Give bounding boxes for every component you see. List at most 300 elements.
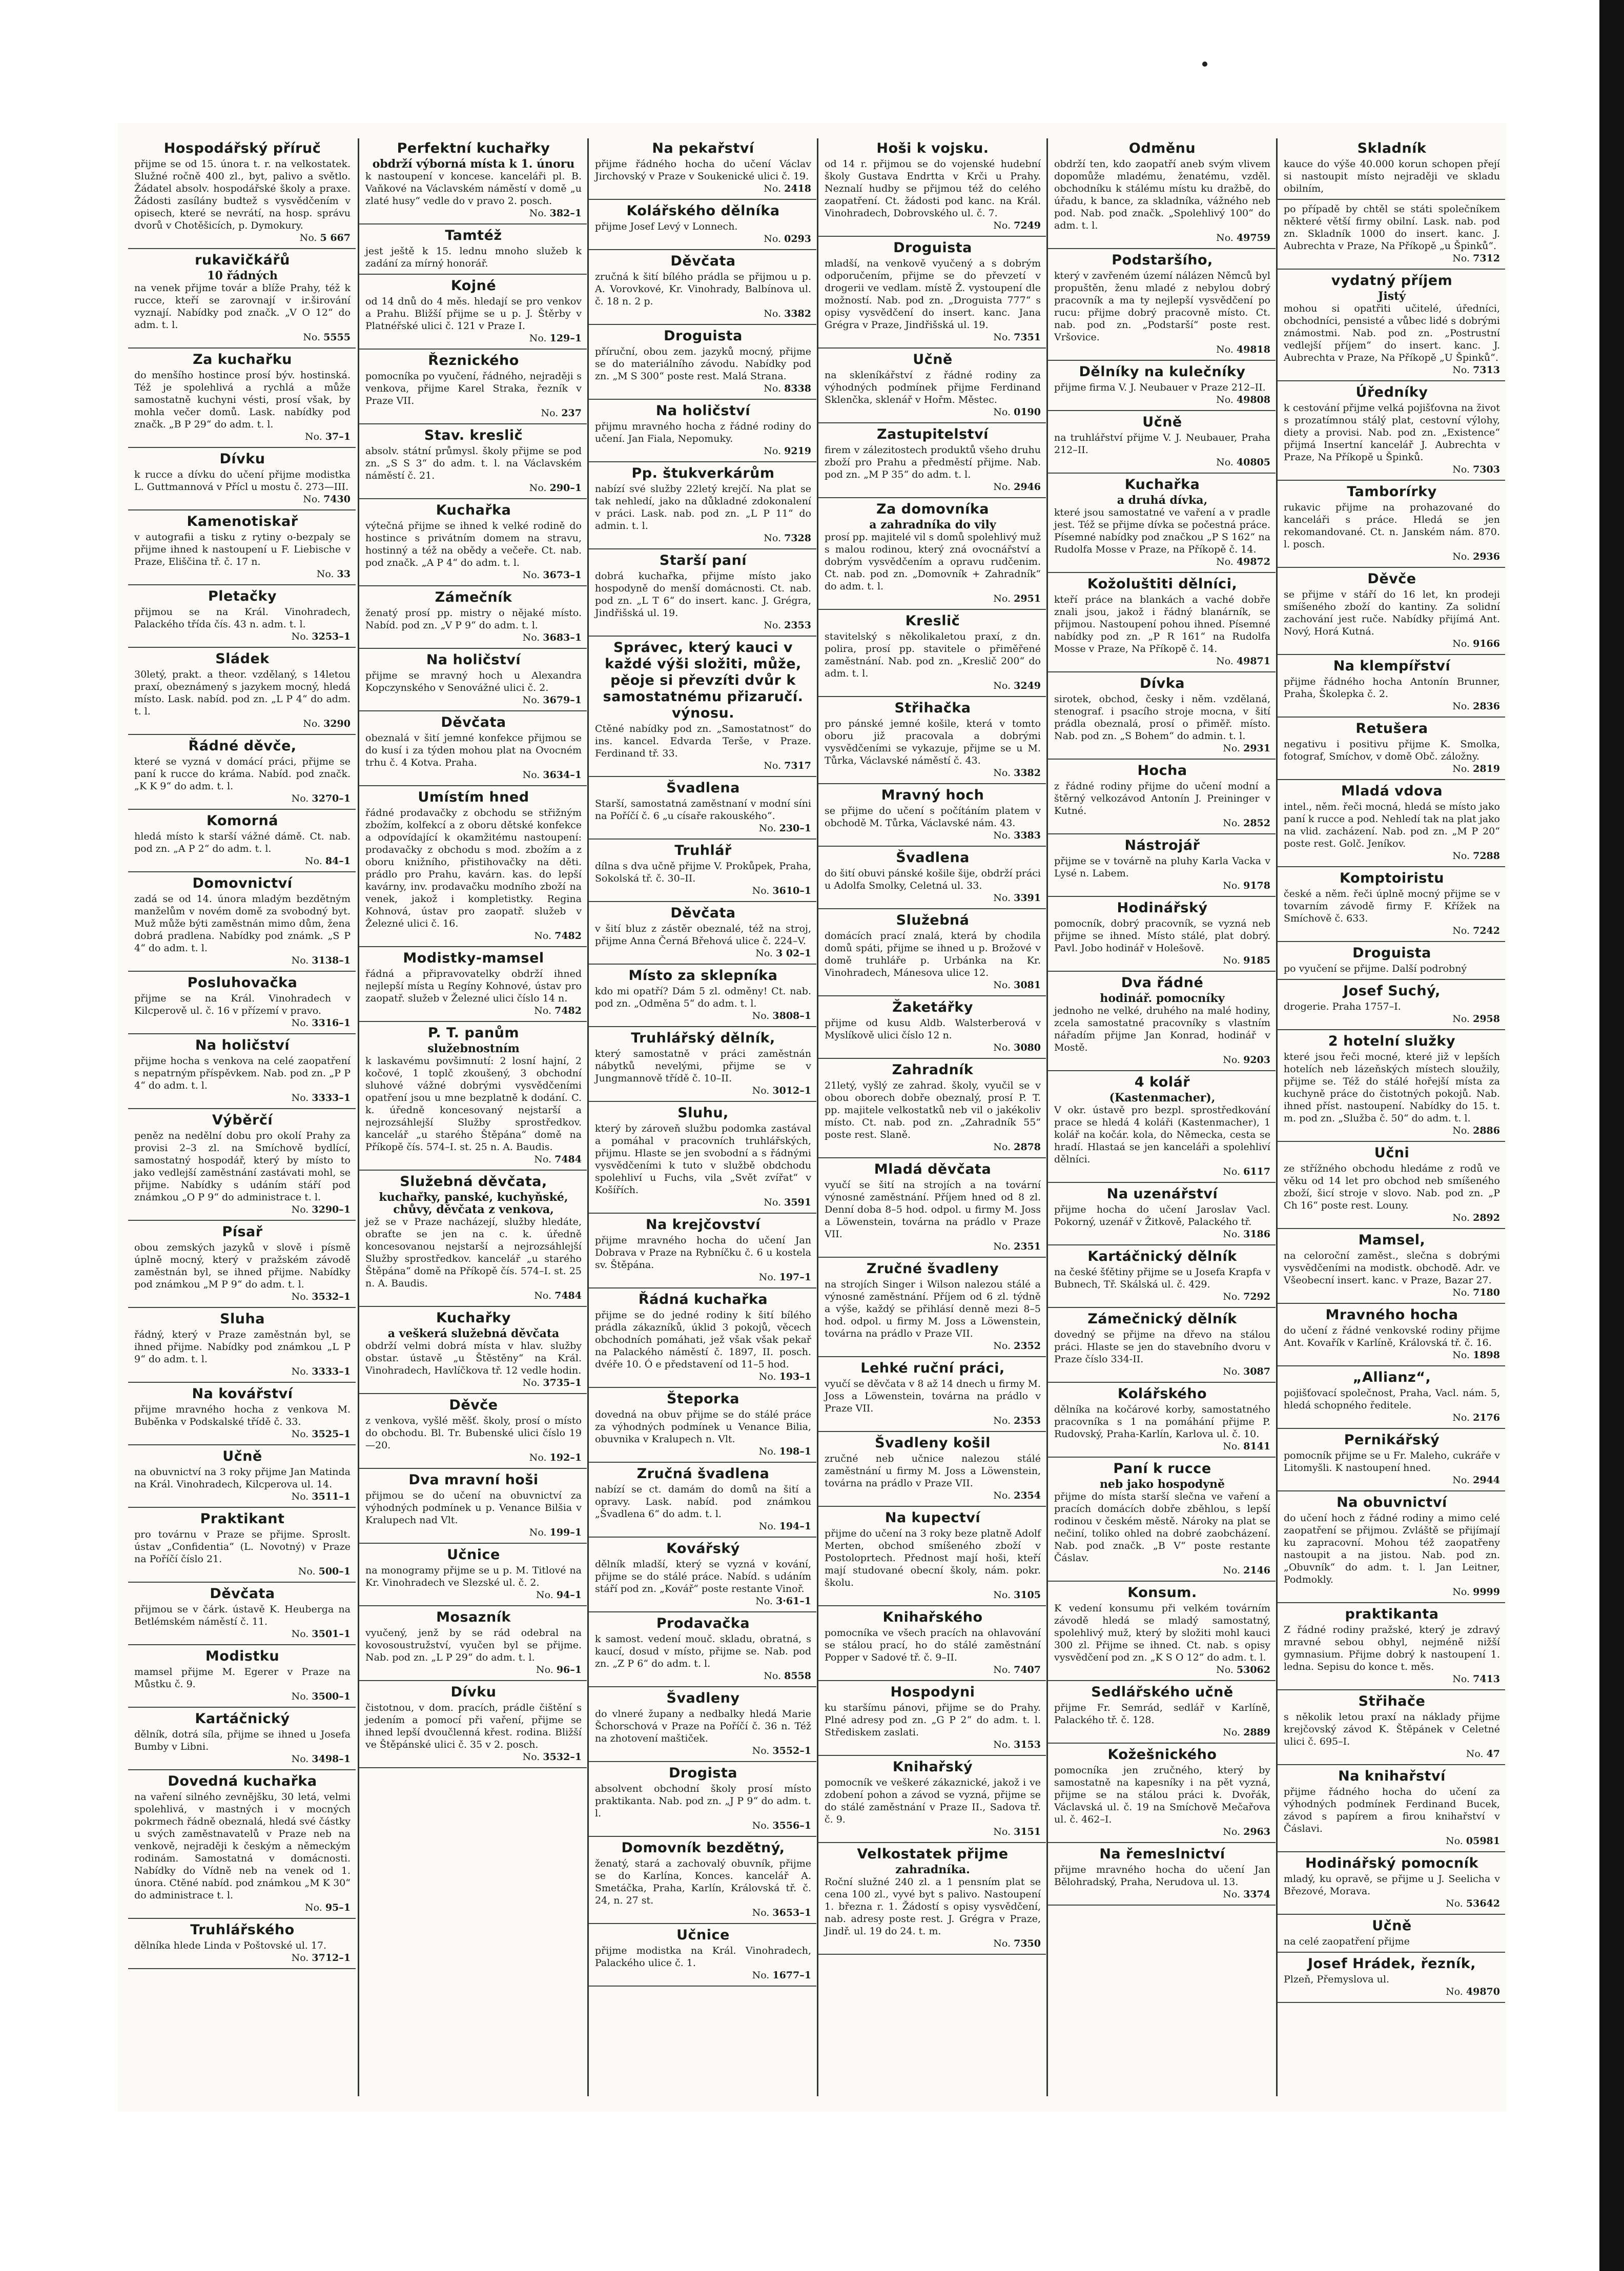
ad-subtitle: zahradníka.	[895, 1863, 970, 1876]
classified-ad	[1278, 1432, 1505, 1491]
classified-ad	[818, 999, 1046, 1059]
classified-ad	[818, 1161, 1046, 1258]
ad-title: Učně	[1372, 1918, 1412, 1934]
classified-ad	[1048, 676, 1276, 760]
ad-title: Hospodářský příruč	[163, 140, 321, 156]
classified-ad	[589, 203, 816, 250]
ad-title: Kožoluštiti dělníci,	[1087, 576, 1238, 592]
ad-text: do učení z řádné venkovské rodiny přijme Ant. Kovařík v Karlíně, Královská tř. č. 16.	[1284, 1325, 1500, 1348]
classified-ad	[1278, 1606, 1505, 1690]
ad-text: dělníka hlede Linda v Poštovské ul. 17.	[134, 1940, 327, 1951]
classified-ad	[1278, 1232, 1505, 1304]
ad-code: No. 37–1	[134, 431, 351, 443]
ad-title: Učni	[1374, 1145, 1410, 1161]
ad-title: Mravného hocha	[1325, 1307, 1458, 1323]
ad-title: praktikanta	[1345, 1606, 1439, 1622]
classified-ad	[818, 426, 1046, 498]
ad-text: ku staršímu pánovi, přijme se do Prahy. Plné adresy pod zn. „G P 2“ do adm. t. l. Střediskem zaslati.	[825, 1702, 1041, 1738]
ad-text: kdo mi opatří? Dám 5 zl. odměny! Ct. nab. pod zn. „Odměna 5“ do adm. t. l.	[595, 986, 811, 1009]
ad-code: No. 3316–1	[134, 1017, 351, 1029]
classified-ad	[1278, 1855, 1505, 1915]
classified-ad	[359, 278, 587, 350]
ad-title: Děvčata	[670, 905, 736, 921]
ad-text: firem v zálezitostech produktů všeho druhu zboží pro Prahu a předměstí přijme. Nab. pod zn. „M P 35“ do adm. t. l.	[825, 444, 1041, 480]
ad-text: zadá se od 14. února mladým bezdětným manželům v novém domě za svobodný byt. Muž může býti zaměstnán mimo dům, žena dobrá pradlena. Nabídky pod známk. „S P 4“ do adm. t. l.	[134, 893, 351, 954]
ad-text: na monogramy přijme se u p. M. Titlové na Kr. Vinohradech ve Slezské ul. č. 2.	[365, 1565, 582, 1588]
classified-ad	[818, 1510, 1046, 1606]
ad-text: po vyučení se přijme. Další podrobný	[1284, 963, 1467, 974]
classified-ad	[1048, 1074, 1276, 1183]
ad-text: na strojích Singer i Wilson nalezou stálé a výnosné zaměstnání. Příjem od 6 zl. týdně a výše, každý se přihlásí denně mezi 8–5 hod. odpol. u firmy M. Joss a Löwenstein, továrna na prádlo v Praze VII.	[825, 1279, 1041, 1339]
ad-code: No. 2936	[1284, 550, 1500, 563]
ad-title: Zámečník	[435, 589, 512, 605]
classified-ad	[589, 1541, 816, 1612]
ad-title: Kartáčnický dělník	[1087, 1249, 1237, 1264]
ad-code: No. 5 667	[134, 232, 351, 244]
ad-code: No. 2958	[1284, 1013, 1500, 1025]
ad-text: který by zároveň službu podomka zastával a pomáhal v pracovních truhlářských, přijmu. Hlaste se jen svobodní a s řádnými vysvědčeními k tuto v službě obdchodu spolehliví u Fuchs, vila „Svět zvířat“ v Košířích.	[595, 1123, 811, 1196]
ad-title: Lehké ruční práci,	[860, 1360, 1005, 1376]
classified-ad	[818, 1435, 1046, 1507]
ad-text: sirotek, obchod, česky i něm. vzdělaná, stenograf. i psacího stroje mocna, v šití prádla obeznalá, prosí o přiměř. místo. Nab. pod zn. „S Bohem“ do admin. t. l.	[1054, 693, 1270, 742]
ad-code: No. 8141	[1054, 1440, 1270, 1452]
classified-ad	[818, 352, 1046, 423]
ad-text: na venek přijme továr a blíže Prahy, též k rucce, kteří se zarovnají v ir.širování vyznají. Nabídky pod značk. „V O 12“ do adm. t. l.	[134, 282, 351, 331]
ad-title: Zručné švadleny	[866, 1261, 999, 1277]
ad-code: No. 500–1	[134, 1565, 351, 1578]
ad-title: Velkostatek přijme	[857, 1846, 1009, 1862]
ad-code: No. 49872	[1054, 556, 1270, 568]
ad-title: Praktikant	[200, 1511, 285, 1527]
ad-text: absolv. státní průmysl. školy přijme se pod zn. „S S 3“ do adm. t. l. na Václavském náměstí č. 21.	[365, 445, 582, 481]
ad-code: No. 7328	[595, 532, 811, 544]
ad-code: No. 2852	[1054, 817, 1270, 829]
classified-ad	[818, 1261, 1046, 1357]
ad-text: přijme firma V. J. Neubauer v Praze 212–II.	[1054, 382, 1266, 393]
column-3	[587, 138, 816, 2096]
ad-code: No. 5555	[134, 331, 351, 343]
ad-code: No. 49870	[1284, 1986, 1500, 1998]
ad-title: Děvčata	[441, 714, 506, 730]
classified-ad	[1048, 763, 1276, 834]
ad-code: No. 1677–1	[595, 1969, 811, 1981]
classified-ad	[128, 1511, 356, 1583]
ad-code: No. 129–1	[365, 332, 582, 344]
ad-title: Střihačka	[894, 700, 971, 716]
classified-ad	[818, 787, 1046, 847]
ad-title: Hodinářský pomocník	[1305, 1855, 1478, 1871]
ad-title: Dívka	[1140, 676, 1185, 691]
ad-title: Řádné děvče,	[188, 738, 297, 754]
ad-title: Mravný hoch	[881, 787, 984, 803]
ad-code: No. 9219	[595, 445, 811, 457]
ad-text: řádná a připravovatelky obdrží ihned nejlepší místa u Regíny Kohnové, ústav pro zaopatř. služeb v Železné ulici číslo 14 n.	[365, 968, 582, 1004]
classified-ad	[1048, 837, 1276, 897]
ad-code: No. 3712–1	[134, 1952, 351, 1964]
ad-title: Žaketářky	[892, 999, 973, 1015]
ad-title: Dva mravní hoši	[408, 1472, 539, 1488]
ad-code: No. 3808–1	[595, 1010, 811, 1022]
ad-title: Zastupitelství	[877, 426, 989, 442]
ad-code: No. 53062	[1054, 1664, 1270, 1676]
ad-code: No. 33	[134, 568, 351, 580]
ad-text: na české šťětiny přijme se u Josefa Krapfa v Bubnech, Tř. Skálská ul. č. 429.	[1054, 1266, 1270, 1290]
ad-title: Pernikářský	[1344, 1432, 1440, 1448]
ad-text: přijme se do jedné rodiny k šití bílého prádla zákazníků, úklid 3 pokojů, věcech obchodních pomáhati, jež však však pekař na Palackého náměstí č. 1897, II. posch. dvéře 10. Ó e představení od 11–5 hod.	[595, 1310, 811, 1370]
ad-text: v autografii a tisku z rytiny o-bezpaly se přijme ihned k nastoupení u F. Liebische v Praze, Eliščina tř. č. 17 n.	[134, 531, 351, 567]
ad-text: intel., něm. řeči mocná, hledá se místo jako paní k rucce a pod. Nehledí tak na plat jako na vlid. zacházení. Nab. pod zn. „M P 20“ poste rest. Golč. Jeníkov.	[1284, 801, 1500, 849]
ad-code: No. 9185	[1054, 954, 1270, 967]
classified-ad	[589, 1292, 816, 1388]
ad-title: Za domovníka	[876, 501, 989, 517]
ad-title: Na obuvnictví	[1337, 1495, 1447, 1510]
classified-ad	[589, 1391, 816, 1463]
ad-title: Služebná děvčata,	[400, 1174, 547, 1190]
ad-title: Odměnu	[1128, 140, 1196, 156]
classified-ad	[359, 714, 587, 786]
ad-text: po případě by chtěl se státi společníkem některé větší firmy obilní. Lask. nab. pod zn. Skladník 1000 do insert. kanc. J. Aubrechta v Praze, Na Příkopě „u Špinků“.	[1284, 203, 1500, 252]
ad-text: domácích prací znalá, která by chodila domů spáti, přijme se ihned u p. Brožové v domě truhláře p. Urbánka na Kr. Vinohradech, Mánesova ulice 12.	[825, 930, 1041, 978]
ad-title: Kuchařka	[1124, 477, 1200, 493]
classified-ad	[589, 905, 816, 965]
classified-ad	[1048, 1249, 1276, 1308]
classified-ad	[359, 228, 587, 275]
ad-title: Sluhu,	[677, 1105, 729, 1121]
ad-text: na celé zaopatření přijme	[1284, 1936, 1410, 1947]
classified-ad	[359, 353, 587, 424]
classified-ad	[818, 850, 1046, 909]
classified-ad	[589, 780, 816, 840]
ad-text: Roční služné 240 zl. a 1 pensním plat se cena 100 zl., vyvé byt s palivo. Nastoupení 1. března r. 1. Žádostí s opisy vysvědčení, nab. adresy poste rest. J. Grégra v Praze, Jindř. ul. 19 do 24. t. m.	[825, 1876, 1041, 1937]
ad-text: jest ještě k 15. lednu mnoho služeb k zadání za mírný honorář.	[365, 245, 582, 269]
classified-ad	[128, 1037, 356, 1109]
ad-text: přijmou se do učení na obuvnictví za výhodných podmínek u p. Venance Bilšia v Kralupech nad Vlt.	[365, 1490, 582, 1526]
ad-subtitle: Jistý	[1378, 290, 1406, 303]
ad-title: Droguista	[664, 328, 743, 344]
classified-ad	[359, 1472, 587, 1544]
ad-text: dobrá kuchařka, přijme místo jako hospodyně do menší domácnosti. Ct. nab. pod zn. „L T 6“ do insert. kanc. J. Grégra, Jindřišská ul. 19.	[595, 570, 811, 619]
ad-text: nabízí se ct. damám do domů na šití a opravy. Lask. nabíd. pod známkou „Švadlena 6“ do adm. t. l.	[595, 1484, 811, 1520]
ad-code: No. 0190	[825, 406, 1041, 418]
ad-code: No. 197–1	[595, 1271, 811, 1283]
classified-ad	[128, 1773, 356, 1919]
ad-title: Kožešnického	[1107, 1747, 1217, 1763]
ad-text: přijme se od 15. února t. r. na velkostatek. Služné ročně 400 zl., byt, palivo a světlo. Žádatel absolv. hospodářské školy a praxe. Žádosti zasílány budtež s vysvědčením v opisech, které se nevrátí, na hosp. správu dvorů v Chotěšicích, p. Dymokury.	[134, 158, 351, 231]
ad-title: Děvče	[1367, 571, 1416, 587]
classified-ad	[1278, 203, 1505, 270]
ad-title: Sedlářského učně	[1091, 1684, 1234, 1700]
ad-text: které jsou samostatné ve vaření a v pradle jest. Též se přijme dívka se počestná práce. Písemné nabídky pod značkou „P S 162“ na Rudolfa Mosse v Praze, na Příkopě č. 14.	[1054, 507, 1270, 555]
ad-code: No. 2963	[1054, 1826, 1270, 1838]
classified-ad	[359, 789, 587, 947]
ad-text: k cestování přijme velká pojišťovna na život s prozatímnou stálý plat, cestovní výlohy, diety a provisi. Nab. pod zn. „Existence“ přijmá Insertní kancelář J. Aubrechta v Praze, Na Příkopě u Špinků.	[1284, 402, 1500, 463]
ad-title: P. T. panům	[427, 1025, 520, 1041]
ad-code: No. 05981	[1284, 1835, 1500, 1847]
ad-code: No. 8558	[595, 1670, 811, 1682]
ad-code: No. 7350	[825, 1937, 1041, 1950]
ad-text: do šití obuvi pánské košile šije, obdrží práci u Adolfa Smolky, Celetná ul. 33.	[825, 868, 1041, 891]
classified-ad	[359, 1609, 587, 1681]
ad-subtitle: služebnostním	[427, 1042, 520, 1055]
classified-ad	[359, 1025, 587, 1171]
classified-ad	[589, 1927, 816, 1987]
ad-text: zručná k šití bílého prádla se přijmou u p. A. Vorovkové, Kr. Vinohrady, Balbínova ul. č. 18 n. 2 p.	[595, 271, 811, 307]
classified-ad	[1048, 1747, 1276, 1843]
ad-code: No. 3012–1	[595, 1085, 811, 1097]
ad-title: Kamenotiskař	[187, 514, 298, 529]
ad-title: Dívku	[450, 1684, 497, 1700]
ad-code: No. 49818	[1054, 343, 1270, 356]
ad-title: Tamborírky	[1347, 484, 1437, 500]
ad-title: Kovářský	[666, 1541, 740, 1557]
ad-text: pomocníka ve všech pracích na ohlavování se stálou prací, ho do stálé zaměstnání Popper v Sadové tř. č. 9–II.	[825, 1627, 1041, 1663]
ad-title: Kolářského	[1117, 1386, 1207, 1402]
ad-code: No. 237	[365, 407, 582, 419]
ad-text: pomocník přijme se u Fr. Maleho, cukráře v Litomyšli. K nastoupení hned.	[1284, 1450, 1500, 1474]
classified-ad	[1278, 945, 1505, 980]
classified-ads-columns	[128, 138, 1507, 2096]
ad-text: mladší, na venkově vyučený a s dobrým odporučením, přijme se do převzetí v drogerii ve vedlam. místě Ž. vystoupení dle možností. Nab. pod zn. „Droguista 777“ s opisy vysvědčení do insert. kanc. Jana Grégra v Praze, Jindřišská ul. 19.	[825, 258, 1041, 331]
ad-text: příruční, obou zem. jazyků mocný, přijme se do materiálního závodu. Nabídky pod zn. „M S 300“ poste rest. Malá Strana.	[595, 346, 811, 382]
ad-code: No. 2353	[595, 619, 811, 631]
ad-code: No. 2418	[595, 182, 811, 195]
ad-title: Učně	[222, 1448, 262, 1464]
classified-ad	[1048, 140, 1276, 249]
ad-title: Sluha	[220, 1311, 265, 1327]
ad-title: vydatný příjem	[1331, 273, 1453, 289]
ad-code: No. 192–1	[365, 1451, 582, 1464]
ad-subtitle: a druhá dívka,	[1117, 494, 1208, 507]
classified-ad	[1278, 1145, 1505, 1229]
ad-text: k laskavému povšimnutí: 2 losní hajní, 2 kočové, 1 toplč zkoušený, 3 obchodní sluhové vážné dobrými vysvědčeními opatření jsou u mne bezplatně k dodání. C. k. úředně koncesovaný nejstarší a nejrozsáhlejší Služby sprostředkov. kancelář „u starého Štěpána“ domě na Příkopě čís. 574–I. st. 25 n. A. Baudis.	[365, 1055, 582, 1153]
ad-code: No. 2944	[1284, 1474, 1500, 1486]
classified-ad	[589, 1030, 816, 1102]
ad-title: Knihařského	[882, 1609, 983, 1625]
classified-ad	[818, 501, 1046, 610]
ad-code: No. 7312	[1284, 252, 1500, 264]
ad-title: Hocha	[1137, 763, 1187, 779]
ad-title: Švadlena	[666, 780, 740, 796]
ad-text: se přijme do učení s počítáním platem v obchodě M. Tůrka, Václavské nám. 43.	[825, 805, 1041, 829]
ad-code: No. 3253–1	[134, 630, 351, 643]
classified-ad	[128, 875, 356, 972]
ad-title: Na holičství	[426, 652, 521, 668]
ad-code: No. 3081	[825, 979, 1041, 991]
ad-code: No. 49759	[1054, 232, 1270, 244]
ad-subtitle: a veškerá služebná děvčata	[387, 1327, 560, 1340]
classified-ad	[818, 1846, 1046, 1955]
ad-code: No. 7484	[365, 1290, 582, 1302]
classified-ad	[128, 738, 356, 810]
ad-text: do vlneré župany a nedbalky hledá Marie Šchorschová v Praze na Poříčí č. 36 n. Též na zhotovení maštiček.	[595, 1708, 811, 1744]
ad-text: prosí pp. majitelé vil s domů spolehlivý muž s malou rodinou, který zná ovocnářství a dobrým vysvědčením a opravu rudčenim. Ct. nab. pod zn. „Domovník + Zahradník“ do adm. t. l.	[825, 531, 1041, 592]
classified-ad	[128, 588, 356, 648]
ad-title: Zručná švadlena	[636, 1466, 770, 1482]
ad-title: Služebná	[896, 912, 970, 928]
ad-title: Kuchařky	[436, 1310, 511, 1326]
ad-text: přijme řádného hocha do učení Václav Jirchovský v Praze v Soukenické ulici č. 19.	[595, 158, 811, 182]
ad-title: Učně	[1142, 414, 1182, 430]
ad-text: 21letý, vyšlý ze zahrad. školy, vyučil se v obou oborech dobře obeznalý, prosí P. T. pp. majitele velkostatků neb vil o jakékoliv místo. Ct. nab. pod zn. „Zahradník 55“ poste rest. Slaně.	[825, 1080, 1041, 1140]
ad-title: Hospodyni	[890, 1684, 975, 1700]
column-2	[358, 138, 587, 2096]
ad-code: No. 3·61–1	[595, 1595, 811, 1607]
ad-text: přijmou se na Král. Vinohradech, Palackého třída čís. 43 n. adm. t. l.	[134, 606, 351, 630]
ad-text: se přijme v stáří do 16 let, kn prodeji smíšeného zboží do kantiny. Za solidní zachování jest ruče. Nabídky přijímá Ant. Nový, Horá Kutná.	[1284, 589, 1500, 637]
classified-ad	[128, 1224, 356, 1308]
ad-code: No. 2892	[1284, 1212, 1500, 1224]
ad-code: No. 2951	[825, 592, 1041, 605]
ad-code: No. 3333–1	[134, 1365, 351, 1378]
ad-title: Učně	[913, 352, 953, 367]
ad-code: No. 7482	[365, 930, 582, 942]
ad-text: dělník, dotrá síla, přijme se ihned u Josefa Bumby v Libni.	[134, 1729, 351, 1752]
ad-title: Na knihařství	[1338, 1768, 1446, 1784]
classified-ad	[1048, 477, 1276, 573]
ad-title: Domovnictví	[192, 875, 293, 891]
classified-ad	[128, 1448, 356, 1508]
ad-text: K vedení konsumu při velkém továrním závodě hledá se mladý samostatný, spolehlivý muž, který by složiti mohl kauci 300 zl. Přijme se ihned. Ct. nab. s opisy vysvědčení pod zn. „K S O 12“ do adm. t. l.	[1054, 1603, 1270, 1663]
ad-code: No. 7430	[134, 493, 351, 505]
ad-title: Truhlářský dělník,	[631, 1030, 775, 1046]
ad-code: No. 47	[1284, 1748, 1500, 1760]
classified-ad	[1278, 273, 1505, 381]
ad-text: pro pánské jemné košile, která v tomto oboru již pracovala a dobrými vysvědčeními se vykazuje, přijme se u M. Tůrka, Václavské náměstí č. 43.	[825, 718, 1041, 766]
ad-text: vyučený, jenž by se rád odebral na kovosoustružství, vyučen byl se přijme. Nab. pod zn. „L P 29“ do adm. t. l.	[365, 1627, 582, 1663]
ad-code: No. 3500–1	[134, 1690, 351, 1703]
ad-code: No. 40805	[1054, 456, 1270, 468]
classified-ad	[589, 328, 816, 400]
classified-ad	[359, 589, 587, 649]
ad-code: No. 3383	[825, 829, 1041, 842]
ad-title: Na holičství	[655, 403, 751, 419]
ad-title: Retušera	[1355, 721, 1428, 736]
classified-ad	[1278, 1956, 1505, 2003]
ad-code: No. 9203	[1054, 1054, 1270, 1066]
ad-text: mamsel přijme M. Egerer v Praze na Můstku č. 9.	[134, 1666, 351, 1690]
ad-text: přijme modistka na Král. Vinohradech, Palackého ulice č. 1.	[595, 1945, 811, 1969]
ad-title: Pletačky	[208, 588, 277, 604]
ad-text: drogerie. Praha 1757–I.	[1284, 1001, 1401, 1012]
classified-ad	[589, 1217, 816, 1288]
ad-code: No. 7484	[365, 1153, 582, 1165]
ad-code: No. 3087	[1054, 1365, 1270, 1378]
ad-code: No. 3151	[825, 1826, 1041, 1838]
ad-code: No. 3391	[825, 892, 1041, 904]
ad-title: Starší paní	[659, 553, 747, 568]
classified-ad	[359, 1397, 587, 1469]
classified-ad	[1278, 721, 1505, 780]
ad-title: 4 kolář	[1134, 1074, 1190, 1090]
ad-code: No. 8338	[595, 382, 811, 395]
ad-text: čistotnou, v dom. pracích, prádle čištění s jedením a pomocí při vaření, přijme se ihned lepší dvoučlenná křest. rodina. Bližší ve Štěpánské ulici č. 35 v 2. posch.	[365, 1702, 582, 1750]
ad-code: No. 3525–1	[134, 1428, 351, 1440]
ad-text: přijme se v továrně na pluhy Karla Vacka v Lysé n. Labem.	[1054, 855, 1270, 879]
ad-text: přijme do místa starší slečna ve vaření a pracích domácích dobře zběhlou, s lepší rodinou v českém městě. Nároky na plat se nečiní, toliko ohled na dobré zaobcházení. Nab. pod značk. „B V“ poste restante Čáslav.	[1054, 1491, 1270, 1564]
ad-title: Hodinářský	[1117, 900, 1208, 916]
classified-ad	[1278, 484, 1505, 568]
ad-code: No. 3290–1	[134, 1203, 351, 1216]
ad-title: Za kuchařku	[193, 352, 292, 367]
ad-text: na skleníkářství z řádné rodiny za výhodných podmínek přijme Ferdinand Sklenčka, sklenář v Hořm. Městec.	[825, 370, 1041, 405]
classified-ad	[359, 1310, 587, 1394]
ad-text: V okr. ústavě pro bezpl. sprostředkování prace se hledá 4 koláři (Kastenmacher), 1 kolář na kočár. kola, do Německa, cesta se hradí. Hlastaá se jen kanceláři a spolehliví dělníci.	[1054, 1104, 1270, 1165]
ad-code: No. 7249	[825, 219, 1041, 232]
ad-title: Učnice	[676, 1927, 730, 1943]
ad-code: No. 2819	[1284, 763, 1500, 775]
classified-ad	[818, 1062, 1046, 1158]
ad-title: Na pekařství	[652, 140, 754, 156]
classified-ad	[1278, 1768, 1505, 1852]
ad-text: řádné prodavačky z obchodu se střižným zbožím, kolfekcí a z oboru dětské konfekce a odpovídající k okamžitému nastoupení: prodavačky z obchodu s mod. zbožím a z oboru knižního, přistihovačky na děti. prádlo pro Prahu, kavárn. kas. do lepší kavárny, inv. prodavačku modního zboží na venek, jakož i kompletistky. Regina Kohnová, ústav pro zaopatř. služeb v Železné ulici č. 16.	[365, 807, 582, 929]
ad-text: do menšího hostince prosí býv. hostinská. Též je spolehlivá a rychlá a může samostatně kuchyni vésti, prosí však, by mohla večer domů. Lask. nabídky pod značk. „B P 29“ do adm. t. l.	[134, 370, 351, 430]
ad-title: Domovník bezdětný,	[621, 1840, 785, 1856]
classified-ad	[128, 975, 356, 1034]
ad-code: No. 3382	[595, 308, 811, 320]
classified-ad	[1278, 1033, 1505, 1142]
ad-text: stavitelský s několikaletou praxí, z dn. polira, prosí pp. stavitele o přiměřené zaměstnání. Nab. pod zn. „Kreslič 200“ do adm. t. l.	[825, 631, 1041, 679]
ad-text: 30letý, prakt. a theor. vzdělaný, s 14letou praxí, obeznámený s jazykem mocný, hledá místo. Lask. nabíd. pod zn. „L P 4“ do adm. t. l.	[134, 669, 351, 717]
ad-code: No. 3556–1	[595, 1819, 811, 1832]
ad-subtitle: (Kastenmacher),	[1109, 1091, 1216, 1104]
ad-text: přijme do učení na 3 roky beze platně Adolf Merten, obchod smíšeného zboží v Postoloprtech. Přednost mají hoši, kteří mají studované obecní školy, nám. pokr. školu.	[825, 1528, 1041, 1588]
ad-text: z venkova, vyšlé měšť. školy, prosí o místo do obchodu. Bl. Tr. Bubenské ulici číslo 19—20.	[365, 1415, 582, 1451]
ad-text: k nastoupení v koncese. kanceláři pl. B. Vaňkové na Václavském náměstí v domě „u zlaté husy“ vedle do v pravo 2. posch.	[365, 171, 582, 207]
ad-text: výtečná přijme se ihned k velké rodině do hostince s privátním domem na stravu, hostinný a též na obědy a večeře. Ct. nab. pod značk. „A P 4“ do adm. t. l.	[365, 520, 582, 568]
ad-title: Prodavačka	[656, 1615, 750, 1631]
classified-ad	[128, 1311, 356, 1383]
ad-text: pojišťovací společnost, Praha, Vacl. nám. 5, hledá schopného ředitele.	[1284, 1387, 1500, 1411]
ad-title: Řeznického	[428, 353, 519, 369]
ad-text: ženatý prosí pp. mistry o nějaké místo. Nabíd. pod zn. „V P 9“ do adm. t. l.	[365, 607, 582, 631]
ad-title: 2 hotelní služky	[1328, 1033, 1456, 1049]
ad-title: Místo za sklepníka	[628, 968, 778, 984]
ad-subtitle: hodinář. pomocníky	[1100, 992, 1225, 1005]
ad-text: peněz na nedělní dobu pro okolí Prahy za provisi 2–3 zl. na Smíchově bydlící, samostatný hospodář, který by místo to jako vedlejší zaměstnání zastávati mohl, se přijme. Nabídky s udáním stáří pod známkou „O P 9“ do administrace t. l.	[134, 1130, 351, 1203]
ad-text: který samostatně v práci zaměstnán nábytků nevelými, přijme se v Jungmannově třídě č. 10–II.	[595, 1048, 811, 1084]
ad-text: kauce do výše 40.000 korun schopen přejí si nastoupit místo nejraději ve skladu obilním,	[1284, 158, 1500, 194]
ad-title: Správec, který kauci v každé výši složiti, může, pěoje si převzíti dvůr k samostatnému přizaručí. výnosu.	[603, 640, 804, 721]
classified-ad	[128, 1922, 356, 1969]
ad-text: přijme se mravný hoch u Alexandra Kopczynského v Senovážné ulici č. 2.	[365, 670, 582, 693]
ad-title: Podstaršího,	[1112, 252, 1213, 268]
ad-code: No. 3186	[1054, 1228, 1270, 1240]
classified-ad	[359, 140, 587, 224]
ad-code: No. 7317	[595, 760, 811, 772]
ad-code: No. 2836	[1284, 700, 1500, 712]
ad-text: Ctěné nabídky pod zn. „Samostatnost“ do ins. kancel. Edvarda Terše, v Praze. Ferdinand tř. 33.	[595, 723, 811, 759]
ad-title: Mamsel,	[1358, 1232, 1426, 1248]
ad-text: přijme mravného hocha do učení Jan Bělohradský, Praha, Nerudova ul. 13.	[1054, 1864, 1270, 1888]
ad-title: Droguista	[893, 240, 972, 256]
classified-ad	[1048, 975, 1276, 1071]
ad-text: hledá místo k starší vážné dámě. Ct. nab. pod zn. „A P 2“ do adm. t. l.	[134, 831, 351, 854]
ad-subtitle: a zahradníka do vily	[869, 518, 996, 531]
classified-ad	[1278, 1693, 1505, 1765]
classified-ad	[1048, 1311, 1276, 1383]
ad-code: No. 94–1	[365, 1589, 582, 1601]
ad-title: Truhlářského	[190, 1922, 295, 1938]
ad-title: Hoši k vojsku.	[876, 140, 989, 156]
classified-ad	[1278, 783, 1505, 867]
ad-subtitle: neb jako hospodyně	[1099, 1478, 1225, 1491]
ad-code: No. 6117	[1054, 1165, 1270, 1178]
ad-text: do učení hoch z řádné rodiny a mimo celé zaopatření se přijmou. Zvláště se přijímají ku zapracovní. Mohou též zaopatřeny nastoupit a na jistou. Nab. pod zn. „Obuvník“ do adm. t. l. Jan Leitner, Podmokly.	[1284, 1512, 1500, 1585]
ad-title: Konsum.	[1127, 1585, 1197, 1601]
ad-code: No. 198–1	[595, 1445, 811, 1458]
classified-ad	[128, 1112, 356, 1221]
ad-text: nabízí své služby 22letý krejčí. Na plat se tak nehledí, jako na důkladné zdokonalení v práci. Lask. nab. pod zn. „L P 11“ do admin. t. l.	[595, 483, 811, 531]
